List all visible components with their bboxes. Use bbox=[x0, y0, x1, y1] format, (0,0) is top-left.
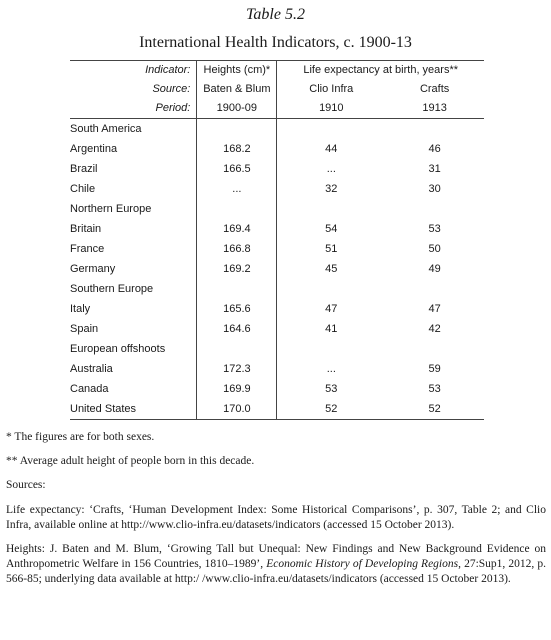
country-cell: Italy bbox=[70, 303, 91, 315]
clio-life-cell: 51 bbox=[277, 239, 385, 259]
table-row bbox=[70, 399, 484, 420]
height-cell: 169.4 bbox=[197, 219, 277, 239]
health-indicators-table bbox=[70, 60, 484, 420]
table-row bbox=[70, 179, 484, 199]
group-label: Northern Europe bbox=[70, 203, 152, 215]
empty-cell bbox=[385, 339, 484, 359]
table-row bbox=[70, 159, 484, 179]
empty-cell bbox=[385, 199, 484, 219]
group-row bbox=[70, 199, 484, 219]
header-crafts-period: 1913 bbox=[385, 99, 484, 119]
table-row bbox=[70, 139, 484, 159]
table-notes bbox=[6, 430, 546, 588]
country-cell: France bbox=[70, 243, 105, 255]
table-row bbox=[70, 259, 484, 279]
group-label: South America bbox=[70, 123, 142, 135]
crafts-life-cell: 53 bbox=[428, 223, 441, 235]
country-cell: Argentina bbox=[70, 143, 118, 155]
crafts-life-cell: 31 bbox=[428, 163, 441, 175]
header-row-source bbox=[70, 80, 484, 99]
group-row bbox=[70, 119, 484, 140]
header-row-period bbox=[70, 99, 484, 119]
crafts-life-cell: 30 bbox=[428, 183, 441, 195]
crafts-life-cell: 50 bbox=[428, 243, 441, 255]
height-cell: 169.9 bbox=[197, 379, 277, 399]
header-life-indicator: Life expectancy at birth, years** bbox=[277, 61, 484, 81]
header-label-indicator: Indicator: bbox=[70, 61, 197, 81]
crafts-life-cell: 47 bbox=[428, 303, 441, 315]
empty-cell bbox=[277, 119, 385, 140]
country-cell: Chile bbox=[70, 183, 96, 195]
table-row bbox=[70, 319, 484, 339]
group-label: Southern Europe bbox=[70, 283, 154, 295]
sources-heading: Sources: bbox=[6, 479, 46, 492]
height-cell: ... bbox=[197, 179, 277, 199]
life-expectancy-source: Life expectancy: ‘Crafts, ‘Human Development Index: Some Historical Comparisons’, p. 307, Table 2; and Clio Infra, available online at http://www.clio-infra.eu/datasets/indicators (accessed 15 October 2013). bbox=[6, 503, 546, 531]
country-cell: United States bbox=[70, 399, 197, 420]
footnote-adult-height: ** Average adult height of people born in this decade. bbox=[6, 455, 255, 468]
country-cell: Canada bbox=[70, 383, 109, 395]
table-row bbox=[70, 359, 484, 379]
height-cell: 172.3 bbox=[197, 359, 277, 379]
table-row bbox=[70, 379, 484, 399]
crafts-life-cell: 42 bbox=[428, 323, 441, 335]
empty-cell bbox=[277, 199, 385, 219]
empty-cell bbox=[197, 199, 277, 219]
clio-life-cell: ... bbox=[277, 359, 385, 379]
footnote-both-sexes: * The figures are for both sexes. bbox=[6, 431, 155, 443]
clio-life-cell: 45 bbox=[277, 259, 385, 279]
empty-cell bbox=[197, 279, 277, 299]
height-cell: 166.5 bbox=[197, 159, 277, 179]
height-cell: 165.6 bbox=[197, 299, 277, 319]
table-row bbox=[70, 299, 484, 319]
heights-source bbox=[6, 542, 546, 588]
clio-life-cell: 47 bbox=[277, 299, 385, 319]
clio-life-cell: 54 bbox=[277, 219, 385, 239]
clio-life-cell: ... bbox=[277, 159, 385, 179]
country-cell: Australia bbox=[70, 363, 113, 375]
header-label-source: Source: bbox=[152, 83, 191, 95]
clio-life-cell: 41 bbox=[277, 319, 385, 339]
country-cell: Spain bbox=[70, 323, 99, 335]
clio-life-cell: 53 bbox=[277, 379, 385, 399]
header-heights-source: Baten & Blum bbox=[197, 80, 277, 99]
group-label: European offshoots bbox=[70, 343, 166, 355]
crafts-life-cell: 52 bbox=[385, 399, 484, 420]
header-row-indicator bbox=[70, 61, 484, 81]
empty-cell bbox=[385, 119, 484, 140]
clio-life-cell: 52 bbox=[277, 399, 385, 420]
crafts-life-cell: 49 bbox=[428, 263, 441, 275]
heights-source-journal: Economic History of Developing Regions bbox=[266, 558, 459, 571]
header-clio-source: Clio Infra bbox=[277, 80, 385, 99]
table-title: International Health Indicators, c. 1900-13 bbox=[139, 34, 412, 51]
crafts-life-cell: 59 bbox=[428, 363, 441, 375]
empty-cell bbox=[197, 339, 277, 359]
group-row bbox=[70, 279, 484, 299]
empty-cell bbox=[277, 279, 385, 299]
empty-cell bbox=[197, 119, 277, 140]
heights-source-end: , 27:Sup1, 2012, p. 566-85; underlying data available at http:/ /www.clio-infra.eu/datasets/indicators (accessed 15 October 2013). bbox=[6, 558, 546, 586]
empty-cell bbox=[385, 279, 484, 299]
height-cell: 170.0 bbox=[197, 399, 277, 420]
empty-cell bbox=[277, 339, 385, 359]
country-cell: Brazil bbox=[70, 163, 98, 175]
crafts-life-cell: 46 bbox=[428, 143, 441, 155]
height-cell: 169.2 bbox=[197, 259, 277, 279]
country-cell: Germany bbox=[70, 263, 116, 275]
table-body bbox=[70, 61, 484, 420]
table-row bbox=[70, 219, 484, 239]
header-heights-period: 1900-09 bbox=[197, 99, 277, 119]
crafts-life-cell: 53 bbox=[428, 383, 441, 395]
height-cell: 166.8 bbox=[197, 239, 277, 259]
header-clio-period: 1910 bbox=[277, 99, 385, 119]
header-heights-indicator: Heights (cm)* bbox=[197, 61, 277, 81]
heights-source-start: Heights: J. Baten and M. Blum, ‘Growing Tall but Unequal: New Findings and New Background Evidence on Anthropometric Welfare in 156 Countries, 1810–1989’, bbox=[6, 543, 546, 571]
group-row bbox=[70, 339, 484, 359]
height-cell: 168.2 bbox=[197, 139, 277, 159]
clio-life-cell: 44 bbox=[277, 139, 385, 159]
header-crafts-source: Crafts bbox=[419, 83, 450, 95]
clio-life-cell: 32 bbox=[277, 179, 385, 199]
height-cell: 164.6 bbox=[197, 319, 277, 339]
header-label-period: Period: bbox=[70, 99, 197, 119]
table-number: Table 5.2 bbox=[246, 6, 305, 23]
table-row bbox=[70, 239, 484, 259]
country-cell: Britain bbox=[70, 223, 102, 235]
